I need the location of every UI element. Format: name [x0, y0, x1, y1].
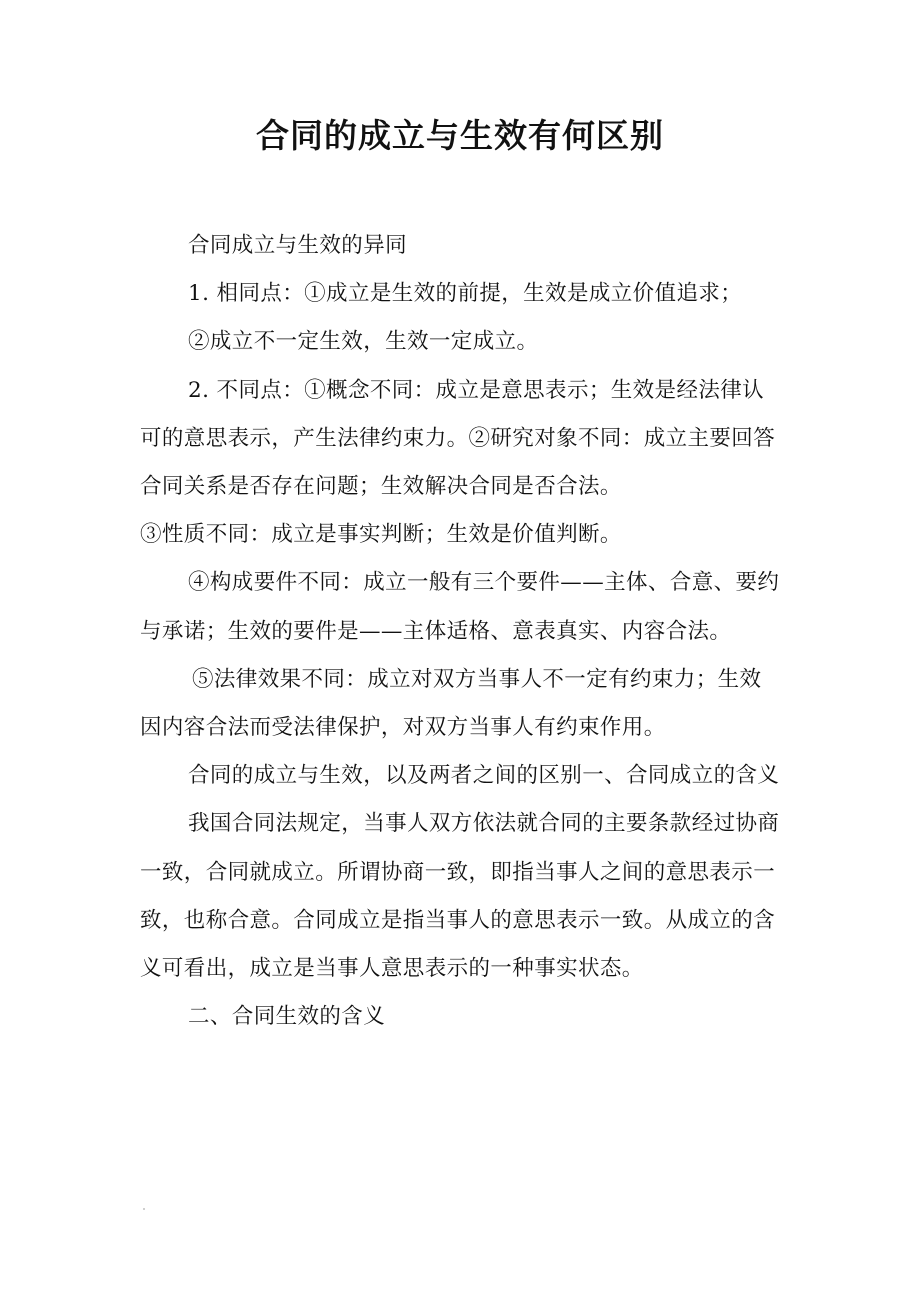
document-title: 合同的成立与生效有何区别 — [256, 116, 664, 155]
page-mark — [143, 1208, 145, 1210]
paragraph-similarities-1: 1. 相同点：①成立是生效的前提，生效是成立价值追求； — [188, 281, 743, 307]
paragraph-formation-meaning: 合同的成立与生效，以及两者之间的区别一、合同成立的含义 — [188, 763, 780, 789]
paragraph-differences-3: ④构成要件不同：成立一般有三个要件——主体、合意、要约与承诺；生效的要件是——主体适格、意表真实、内容合法。 — [140, 570, 780, 644]
document-body — [140, 222, 780, 1041]
paragraph-heading-similarities: 合同成立与生效的异同 — [188, 233, 408, 258]
paragraph-similarities-2: ②成立不一定生效，生效一定成立。 — [188, 329, 539, 355]
paragraph-differences-1: 2. 不同点：①概念不同：成立是意思表示；生效是经法律认可的意思表示，产生法律约束力。②研究对象不同：成立主要回答合同关系是否存在问题；生效解决合同是否合法。 — [140, 377, 776, 500]
paragraph-contract-law: 我国合同法规定，当事人双方依法就合同的主要条款经过协商一致，合同就成立。所谓协商一致，即指当事人之间的意思表示一致，也称合意。合同成立是指当事人的意思表示一致。从成立的含义可看出，成立是当事人意思表示的一种事实状态。 — [140, 811, 780, 982]
paragraph-differences-2: ③性质不同：成立是事实判断；生效是价值判断。 — [140, 522, 622, 548]
paragraph-differences-4: ⑤法律效果不同：成立对双方当事人不一定有约束力；生效因内容合法而受法律保护，对双方当事人有约束作用。 — [140, 666, 762, 741]
paragraph-effect-meaning: 二、合同生效的含义 — [188, 1004, 386, 1030]
